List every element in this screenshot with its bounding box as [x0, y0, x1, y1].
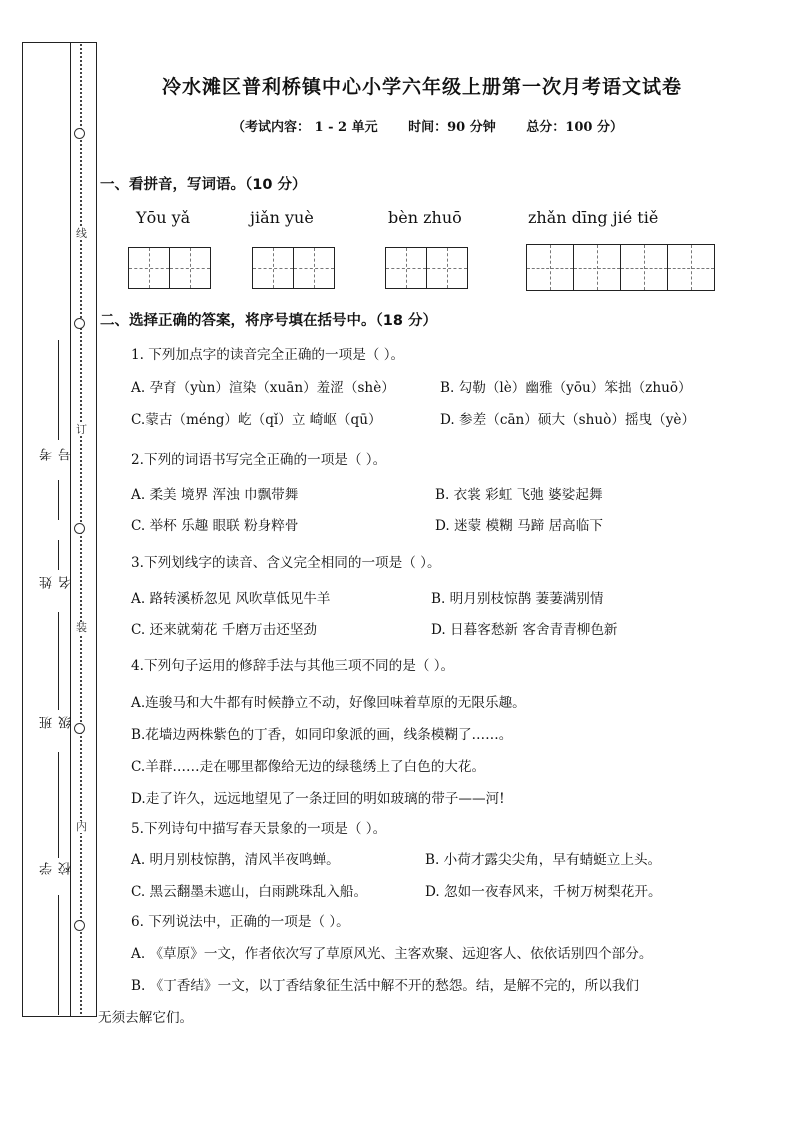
binding-circle [74, 128, 85, 139]
q6-option-b[interactable]: B. 《丁香结》一文，以丁香结象征生活中解不开的愁怨。结，是解不完的，所以我们 [131, 978, 640, 994]
q2-stem: 2.下列的词语书写完全正确的一项是（ ）。 [131, 452, 387, 468]
q1-option-a[interactable]: A. 孕育（yùn）渲染（xuān）羞涩（shè） [131, 380, 395, 396]
writing-cell[interactable] [128, 247, 170, 289]
writing-cell[interactable] [169, 247, 211, 289]
section1-heading: 一、看拼音，写词语。（10 分） [100, 177, 307, 193]
q6-option-a[interactable]: A. 《草原》一文，作者依次写了草原风光、主客欢聚、远迎客人、依依话别四个部分。 [131, 946, 653, 962]
q4-option-b[interactable]: B.花墙边两株紫色的丁香，如同印象派的画，线条模糊了……。 [131, 727, 513, 743]
writing-cell[interactable] [667, 244, 715, 291]
binding-char-zhuang: 装 [76, 621, 87, 634]
exam-time: 时间：90 分钟 [408, 120, 496, 135]
binding-char-xian: 线 [76, 227, 87, 240]
q2-option-a[interactable]: A. 柔美 境界 浑浊 巾飘带舞 [131, 487, 299, 503]
q3-option-d[interactable]: D. 日暮客愁新 客舍青青柳色新 [431, 622, 618, 638]
q5-stem: 5.下列诗句中描写春天景象的一项是（ ）。 [131, 821, 387, 837]
q3-stem: 3.下列划线字的读音、含义完全相同的一项是（ ）。 [131, 555, 441, 571]
writing-cell[interactable] [426, 247, 468, 289]
writing-grid-4[interactable] [527, 244, 715, 291]
q2-option-b[interactable]: B. 衣裳 彩虹 飞弛 婆娑起舞 [435, 487, 603, 503]
writing-cell[interactable] [293, 247, 335, 289]
writing-cell[interactable] [385, 247, 427, 289]
q2-option-c[interactable]: C. 举杯 乐趣 眼联 粉身粹骨 [131, 518, 299, 534]
q4-stem: 4.下列句子运用的修辞手法与其他三项不同的是（ ）。 [131, 658, 455, 674]
exam-info [232, 116, 649, 135]
class-label: 班级 [40, 716, 74, 729]
q5-option-b[interactable]: B. 小荷才露尖尖角，早有蜻蜓立上头。 [425, 852, 662, 868]
q5-option-d[interactable]: D. 忽如一夜春风来，千树万树梨花开。 [425, 884, 662, 900]
q6-option-b-continued: 无须去解它们。 [98, 1010, 194, 1026]
pinyin-4: zhǎn dīng jié tiě [528, 208, 659, 227]
exam-title: 冷水滩区普利桥镇中心小学六年级上册第一次月考语文试卷 [162, 76, 683, 98]
q5-option-a[interactable]: A. 明月别枝惊鹊，清风半夜鸣蝉。 [131, 852, 340, 868]
q3-option-c[interactable]: C. 还来就菊花 千磨万击还坚劲 [131, 622, 318, 638]
q6-stem: 6. 下列说法中，正确的一项是（ ）。 [131, 914, 350, 930]
q2-option-d[interactable]: D. 迷蒙 模糊 马蹄 居高临下 [435, 518, 603, 534]
q1-option-d[interactable]: D. 参差（cān）硕大（shuò）摇曳（yè） [440, 412, 696, 428]
exam-number-label: 考号 [40, 448, 74, 461]
pinyin-2: jiǎn yuè [250, 208, 314, 227]
binding-char-nei: 内 [76, 820, 87, 833]
binding-char-ding: 订 [76, 423, 87, 436]
q4-option-a[interactable]: A.连骏马和大牛都有时候静立不动，好像回味着草原的无限乐趣。 [131, 695, 526, 711]
q3-option-b[interactable]: B. 明月别枝惊鹊 萋萋满别情 [431, 591, 604, 607]
q3-option-a[interactable]: A. 路转溪桥忽见 风吹草低见牛羊 [131, 591, 331, 607]
q4-option-d[interactable]: D.走了许久，远远地望见了一条迂回的明如玻璃的带子——河! [131, 791, 505, 807]
pinyin-3: bèn zhuō [388, 208, 462, 227]
binding-circle [74, 318, 85, 329]
writing-grid-1[interactable] [129, 247, 211, 289]
exam-total: 总分：100 分） [526, 120, 623, 135]
q1-option-b[interactable]: B. 勾勒（lè）幽雅（yōu）笨拙（zhuō） [440, 380, 692, 396]
q5-option-c[interactable]: C. 黑云翻墨未遮山，白雨跳珠乱入船。 [131, 884, 368, 900]
school-label: 学校 [40, 862, 74, 875]
writing-cell[interactable] [620, 244, 668, 291]
writing-cell[interactable] [573, 244, 621, 291]
section2-heading: 二、选择正确的答案，将序号填在括号中。（18 分） [100, 313, 437, 329]
binding-circle [74, 920, 85, 931]
pinyin-1: Yōu yǎ [136, 208, 191, 227]
writing-cell[interactable] [252, 247, 294, 289]
q4-option-c[interactable]: C.羊群……走在哪里都像给无边的绿毯绣上了白色的大花。 [131, 759, 486, 775]
exam-content: （考试内容： 1 - 2 单元 [232, 120, 378, 135]
writing-grid-3[interactable] [386, 247, 468, 289]
binding-circle [74, 523, 85, 534]
q1-stem: 1. 下列加点字的读音完全正确的一项是（ ）。 [131, 347, 405, 363]
writing-grid-2[interactable] [253, 247, 335, 289]
writing-cell[interactable] [526, 244, 574, 291]
name-label: 姓名 [40, 576, 74, 589]
q1-option-c[interactable]: C.蒙古（méng）屹（qǐ）立 崎岖（qū） [131, 412, 382, 428]
